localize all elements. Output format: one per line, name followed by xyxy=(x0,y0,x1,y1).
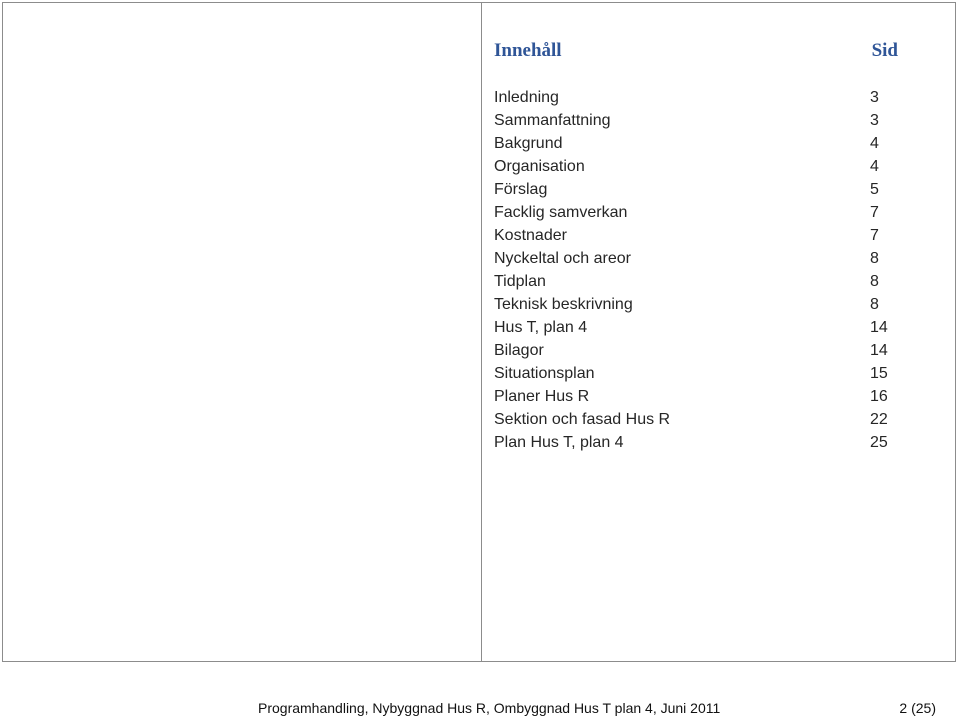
toc-entry[interactable] xyxy=(494,316,898,339)
toc-entry[interactable] xyxy=(494,362,898,385)
toc-entry-label: Tidplan xyxy=(494,273,546,290)
toc-entry[interactable] xyxy=(494,155,898,178)
toc-entry-page: 8 xyxy=(870,296,879,313)
toc-entry-label: Bakgrund xyxy=(494,135,563,152)
toc-entry-label: Teknisk beskrivning xyxy=(494,296,633,313)
toc-entry[interactable] xyxy=(494,86,898,109)
toc-entry-page: 3 xyxy=(870,112,879,129)
toc-entry[interactable] xyxy=(494,224,898,247)
toc-entry-page: 4 xyxy=(870,158,879,175)
toc-entry[interactable] xyxy=(494,431,898,454)
toc-entry[interactable] xyxy=(494,339,898,362)
toc-entry-label: Situationsplan xyxy=(494,365,595,382)
toc-entry[interactable] xyxy=(494,178,898,201)
toc-entry-label: Hus T, plan 4 xyxy=(494,319,588,336)
footer-page-indicator: 2 (25) xyxy=(899,700,936,716)
toc-entry[interactable] xyxy=(494,109,898,132)
toc-entry-label: Inledning xyxy=(494,89,559,106)
toc-entry-page: 7 xyxy=(870,227,879,244)
toc-entry-label: Organisation xyxy=(494,158,585,175)
toc-entry[interactable] xyxy=(494,385,898,408)
toc-entry-label: Plan Hus T, plan 4 xyxy=(494,434,624,451)
toc-entry-page: 5 xyxy=(870,181,879,198)
toc-entry-label: Nyckeltal och areor xyxy=(494,250,631,267)
toc-entry-page: 22 xyxy=(870,411,888,428)
footer-document-title: Programhandling, Nybyggnad Hus R, Ombyggnad Hus T plan 4, Juni 2011 xyxy=(258,700,721,716)
toc-entry[interactable] xyxy=(494,201,898,224)
toc-page-header: Sid xyxy=(871,40,898,61)
toc-entry-label: Planer Hus R xyxy=(494,388,590,405)
toc-entry-label: Bilagor xyxy=(494,342,544,359)
column-divider xyxy=(481,2,482,662)
toc-entry-page: 4 xyxy=(870,135,879,152)
toc-entry[interactable] xyxy=(494,293,898,316)
toc-entry[interactable] xyxy=(494,270,898,293)
toc-entry-page: 3 xyxy=(870,89,879,106)
toc-entry-page: 25 xyxy=(870,434,888,451)
toc-title: Innehåll xyxy=(494,40,562,61)
toc-entry-page: 8 xyxy=(870,250,879,267)
toc-entry[interactable] xyxy=(494,247,898,270)
toc-entry[interactable] xyxy=(494,408,898,431)
toc-entry-page: 15 xyxy=(870,365,888,382)
table-of-contents xyxy=(494,40,898,454)
toc-entry[interactable] xyxy=(494,132,898,155)
toc-entry-label: Förslag xyxy=(494,181,548,198)
toc-entry-page: 16 xyxy=(870,388,888,405)
toc-header xyxy=(494,40,898,64)
toc-entry-page: 7 xyxy=(870,204,879,221)
toc-entry-label: Sammanfattning xyxy=(494,112,611,129)
toc-entry-page: 8 xyxy=(870,273,879,290)
toc-entry-page: 14 xyxy=(870,342,888,359)
toc-entry-label: Sektion och fasad Hus R xyxy=(494,411,671,428)
toc-entry-page: 14 xyxy=(870,319,888,336)
toc-entry-label: Kostnader xyxy=(494,227,567,244)
toc-entry-label: Facklig samverkan xyxy=(494,204,628,221)
